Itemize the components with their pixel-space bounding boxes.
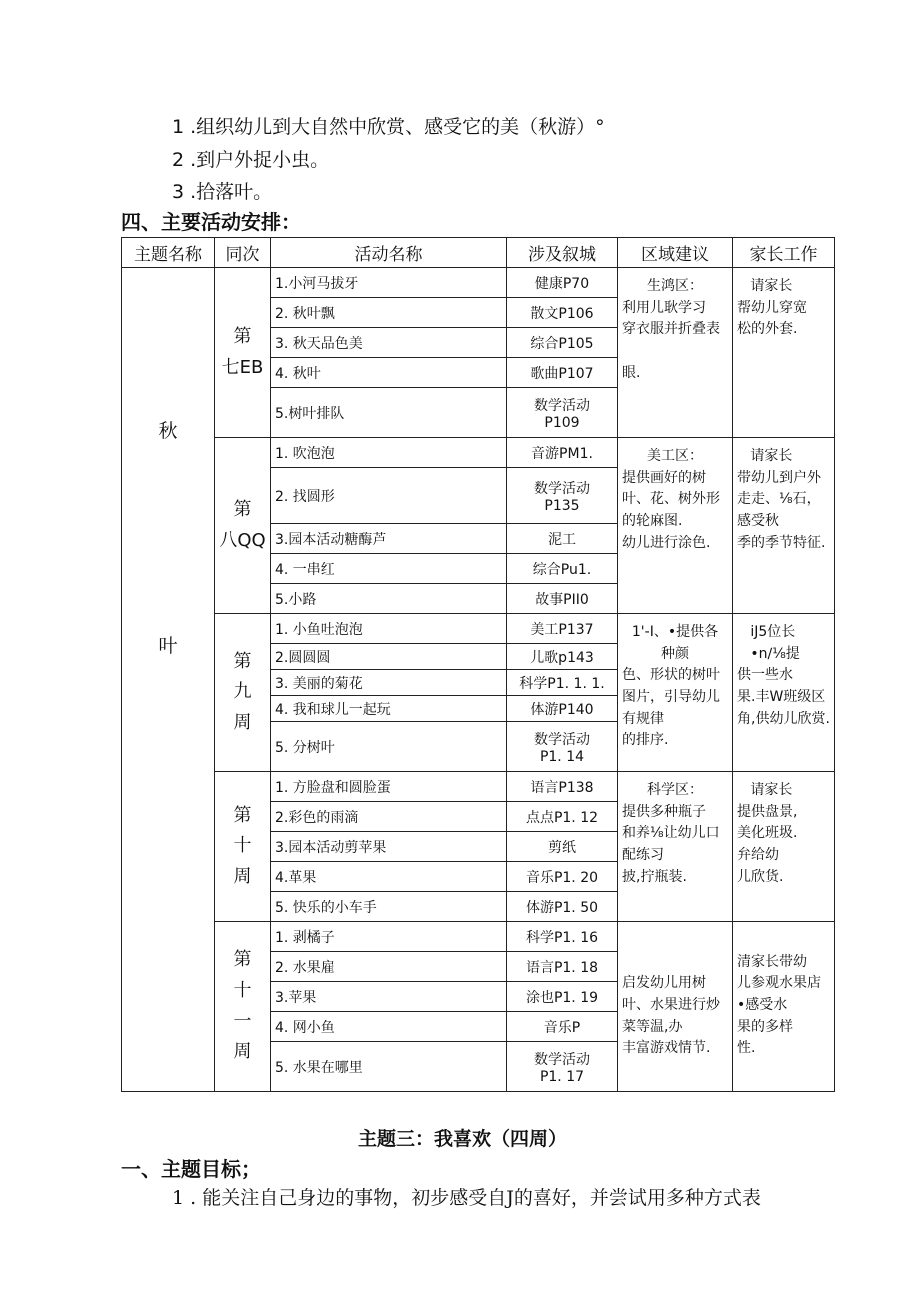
region-suggestion — [618, 268, 733, 438]
activity-name: 4. 网小鱼 — [271, 1012, 507, 1042]
region-title: 生鸿区： — [647, 278, 703, 294]
section-4-title: 四、主要活动安排： — [121, 210, 301, 234]
activity-name: 4. 一串红 — [271, 554, 507, 584]
activity-name: 4. 秋叶 — [271, 358, 507, 388]
theme-3-title: 主题三：我喜欢（四周） — [358, 1128, 568, 1150]
region-suggestion — [618, 772, 733, 922]
section-1-title: 一、主题目标； — [121, 1157, 261, 1181]
activity-name: 1.小河马拔牙 — [271, 268, 507, 298]
activity-name: 2. 秋叶飘 — [271, 298, 507, 328]
activity-area: 综合Pu1. — [507, 554, 618, 584]
activity-area: 语言P138 — [507, 772, 618, 802]
region-body: 提供画好的树 叶、花、树外形 的轮麻图. 幼儿进行涂色. — [622, 469, 720, 551]
activity-area: 科学P1. 16 — [507, 922, 618, 952]
activity-area: 音游PM1. — [507, 438, 618, 468]
activity-name: 5. 快乐的小车手 — [271, 892, 507, 922]
activity-name: 4.革果 — [271, 862, 507, 892]
activity-name: 3. 美丽的菊花 — [271, 670, 507, 696]
activity-area: 数学活动 P135 — [507, 468, 618, 524]
activity-name: 2.彩色的雨滴 — [271, 802, 507, 832]
table-row — [122, 268, 835, 298]
activity-area: 点点P1. 12 — [507, 802, 618, 832]
activity-name: 3.苹果 — [271, 982, 507, 1012]
table-row — [122, 438, 835, 468]
activity-area: 体游P1. 50 — [507, 892, 618, 922]
activity-area: 数学活动 P1. 14 — [507, 722, 618, 772]
parent-work: 请家长 帮幼儿穿宽 松的外套. — [733, 268, 835, 438]
intro-item-2: 2 .到户外捉小虫。 — [172, 149, 330, 171]
activity-name: 1. 小鱼吐泡泡 — [271, 614, 507, 644]
header-activity: 活动名称 — [271, 238, 507, 268]
header-area: 涉及叙城 — [507, 238, 618, 268]
activity-area: 数学活动 P1. 17 — [507, 1042, 618, 1092]
week-label: 第 七EB — [215, 268, 271, 438]
activity-name: 3.园本活动剪苹果 — [271, 832, 507, 862]
activity-schedule-table — [121, 237, 835, 1092]
activity-area: 故事PII0 — [507, 584, 618, 614]
activity-area: 散文P106 — [507, 298, 618, 328]
activity-area: 剪纸 — [507, 832, 618, 862]
parent-work: iJ5位长 •n∕⅛提 供一些水 果.丰W班级区 角,供幼儿欣赏. — [733, 614, 835, 772]
activity-area: 语言P1. 18 — [507, 952, 618, 982]
activity-area: 泥工 — [507, 524, 618, 554]
week-label: 第 八QQ — [215, 438, 271, 614]
topic-char-1: 秋 — [158, 420, 178, 442]
header-week: 同次 — [215, 238, 271, 268]
activity-name: 5. 水果在哪里 — [271, 1042, 507, 1092]
activity-area: 歌曲P107 — [507, 358, 618, 388]
activity-name: 2. 水果雇 — [271, 952, 507, 982]
region-body: 启发幼儿用树 叶、水果进行炒 菜等温,办 丰富游戏情节. — [622, 975, 720, 1057]
activity-name: 4. 我和球儿一起玩 — [271, 696, 507, 722]
table-row — [122, 614, 835, 644]
activity-name: 1. 吹泡泡 — [271, 438, 507, 468]
intro-item-3: 3 .拾落叶。 — [172, 181, 273, 203]
week-label: 第 十 周 — [215, 772, 271, 922]
week-label: 第 十 一 周 — [215, 922, 271, 1092]
activity-area: 美工P137 — [507, 614, 618, 644]
activity-name: 5.树叶排队 — [271, 388, 507, 438]
activity-name: 3. 秋天品色美 — [271, 328, 507, 358]
header-parent: 家长工作 — [733, 238, 835, 268]
activity-area: 综合P105 — [507, 328, 618, 358]
region-body: 色、形状的树叶 图片，引导幼儿 有规律 的排序. — [622, 667, 720, 749]
activity-area: 体游P140 — [507, 696, 618, 722]
parent-work: 请家长 提供盘景, 美化班圾. 弁给幼 儿欣货. — [733, 772, 835, 922]
region-suggestion — [618, 922, 733, 1092]
activity-name: 3.园本活动糖酶芦 — [271, 524, 507, 554]
activity-name: 1. 方脸盘和圆脸蛋 — [271, 772, 507, 802]
activity-name: 1. 剥橘子 — [271, 922, 507, 952]
header-region: 区域建议 — [618, 238, 733, 268]
activity-area: 音乐P1. 20 — [507, 862, 618, 892]
topic-char-2: 叶 — [158, 635, 178, 657]
activity-area: 音乐P — [507, 1012, 618, 1042]
activity-name: 5. 分树叶 — [271, 722, 507, 772]
activity-area: 儿歌p143 — [507, 644, 618, 670]
parent-work: 请家长 带幼儿到户外 走走、⅛石， 感受秋 季的季节特征. — [733, 438, 835, 614]
week-label: 第 九 周 — [215, 614, 271, 772]
region-title: 美工区： — [647, 448, 703, 464]
activity-name: 5.小路 — [271, 584, 507, 614]
region-suggestion — [618, 614, 733, 772]
goal-line: 1 . 能关注自己身边的事物，初步感受自J的喜好，并尝试用多种方式表 — [172, 1187, 761, 1209]
table-row — [122, 922, 835, 952]
activity-area: 健康P70 — [507, 268, 618, 298]
region-title: 1'-I、•提供各 种颜 — [631, 624, 719, 662]
activity-area: 数学活动 P109 — [507, 388, 618, 438]
region-body: 利用儿耿学习 穿衣服并折叠表 眼. — [622, 299, 720, 381]
table-header-row — [122, 238, 835, 268]
region-body: 提供多种瓶子 和养⅛让幼儿口 配练习 披,拧瓶装. — [622, 803, 720, 885]
header-topic: 主题名称 — [122, 238, 215, 268]
activity-name: 2.圆圆圆 — [271, 644, 507, 670]
activity-name: 2. 找圆形 — [271, 468, 507, 524]
region-title: 科学区： — [647, 782, 703, 798]
topic-cell — [122, 268, 215, 1092]
activity-area: 涂也P1. 19 — [507, 982, 618, 1012]
region-suggestion — [618, 438, 733, 614]
table-row — [122, 772, 835, 802]
activity-area: 科学P1. 1. 1. — [507, 670, 618, 696]
parent-work: 清家长带幼 儿参观水果店 •感受水 果的多样 性. — [733, 922, 835, 1092]
intro-item-1: 1 .组织幼儿到大自然中欣赏、感受它的美（秋游）° — [172, 116, 605, 138]
